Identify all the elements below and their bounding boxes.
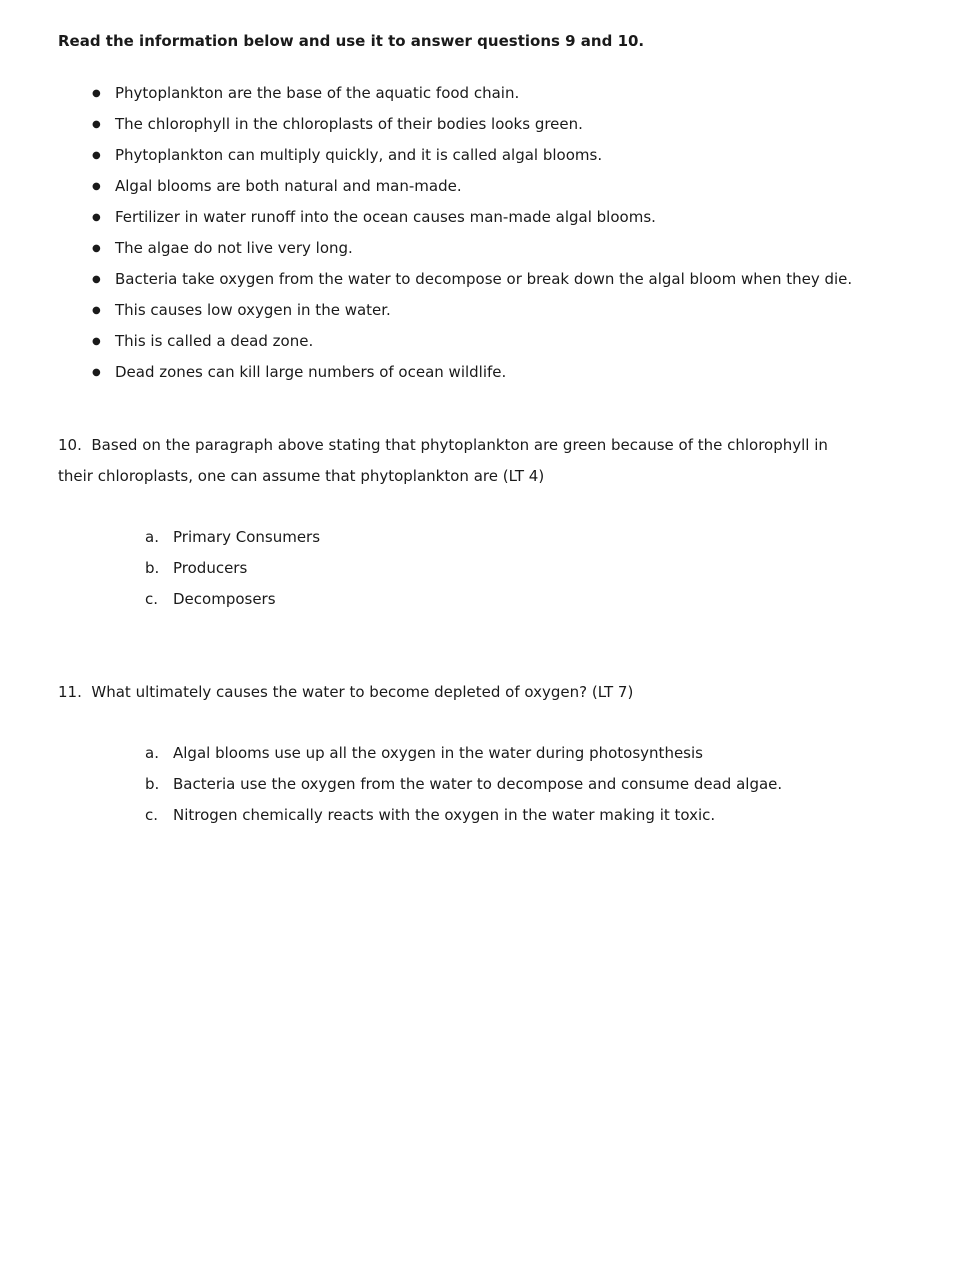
question-10-options (145, 522, 939, 615)
option-text: Primary Consumers (173, 528, 321, 546)
bullet-icon: ● (92, 367, 101, 378)
bullet-icon: ● (92, 305, 101, 316)
info-list-text: Bacteria take oxygen from the water to decompose or break down the algal bloom when they die. (115, 270, 853, 288)
question-10-text: 10. Based on the paragraph above stating that phytoplankton are green because of the chlorophyll in their chloroplasts, one can assume that phytoplankton are (LT 4) (58, 436, 833, 485)
answer-option-10b (145, 553, 939, 584)
option-letter: b. (145, 559, 160, 577)
info-list-text: The chlorophyll in the chloroplasts of their bodies looks green. (115, 115, 583, 133)
info-list-text: Phytoplankton can multiply quickly, and it is called algal blooms. (115, 146, 603, 164)
info-list-text: Phytoplankton are the base of the aquatic food chain. (115, 84, 520, 102)
option-letter: c. (145, 590, 159, 608)
info-list-text: The algae do not live very long. (115, 239, 353, 257)
question-11-text: 11. What ultimately causes the water to become depleted of oxygen? (LT 7) (58, 683, 634, 701)
bullet-icon: ● (92, 119, 101, 130)
bullet-icon: ● (92, 274, 101, 285)
info-list-text: Algal blooms are both natural and man-made. (115, 177, 462, 195)
instructions-heading: Read the information below and use it to answer questions 9 and 10. (58, 32, 645, 50)
info-list-item (58, 202, 853, 233)
answer-option-11c (145, 800, 939, 831)
info-list-text: Fertilizer in water runoff into the ocean causes man-made algal blooms. (115, 208, 656, 226)
option-letter: c. (145, 806, 159, 824)
info-list (58, 78, 939, 388)
answer-option-10a (145, 522, 939, 553)
info-list-item (58, 295, 853, 326)
answer-option-11b (145, 769, 939, 800)
info-list-text: Dead zones can kill large numbers of ocean wildlife. (115, 363, 507, 381)
answer-option-10c (145, 584, 939, 615)
answer-option-11a (145, 738, 939, 769)
bullet-icon: ● (92, 336, 101, 347)
option-letter: a. (145, 744, 159, 762)
info-list-item (58, 233, 853, 264)
info-list-item (58, 140, 853, 171)
option-text: Algal blooms use up all the oxygen in the water during photosynthesis (173, 744, 703, 762)
option-text: Nitrogen chemically reacts with the oxygen in the water making it toxic. (173, 806, 716, 824)
option-letter: b. (145, 775, 160, 793)
info-list-text: This is called a dead zone. (115, 332, 314, 350)
info-list-item (58, 78, 853, 109)
option-text: Bacteria use the oxygen from the water to decompose and consume dead algae. (173, 775, 783, 793)
info-list-item (58, 109, 853, 140)
option-text: Producers (173, 559, 248, 577)
info-list-text: This causes low oxygen in the water. (115, 301, 391, 319)
bullet-icon: ● (92, 181, 101, 192)
question-11-options (145, 738, 939, 831)
bullet-icon: ● (92, 243, 101, 254)
info-list-item (58, 171, 853, 202)
info-list-item (58, 326, 853, 357)
option-text: Decomposers (173, 590, 276, 608)
option-letter: a. (145, 528, 159, 546)
info-list-item (58, 264, 853, 295)
bullet-icon: ● (92, 88, 101, 99)
bullet-icon: ● (92, 212, 101, 223)
info-list-item (58, 357, 853, 388)
bullet-icon: ● (92, 150, 101, 161)
